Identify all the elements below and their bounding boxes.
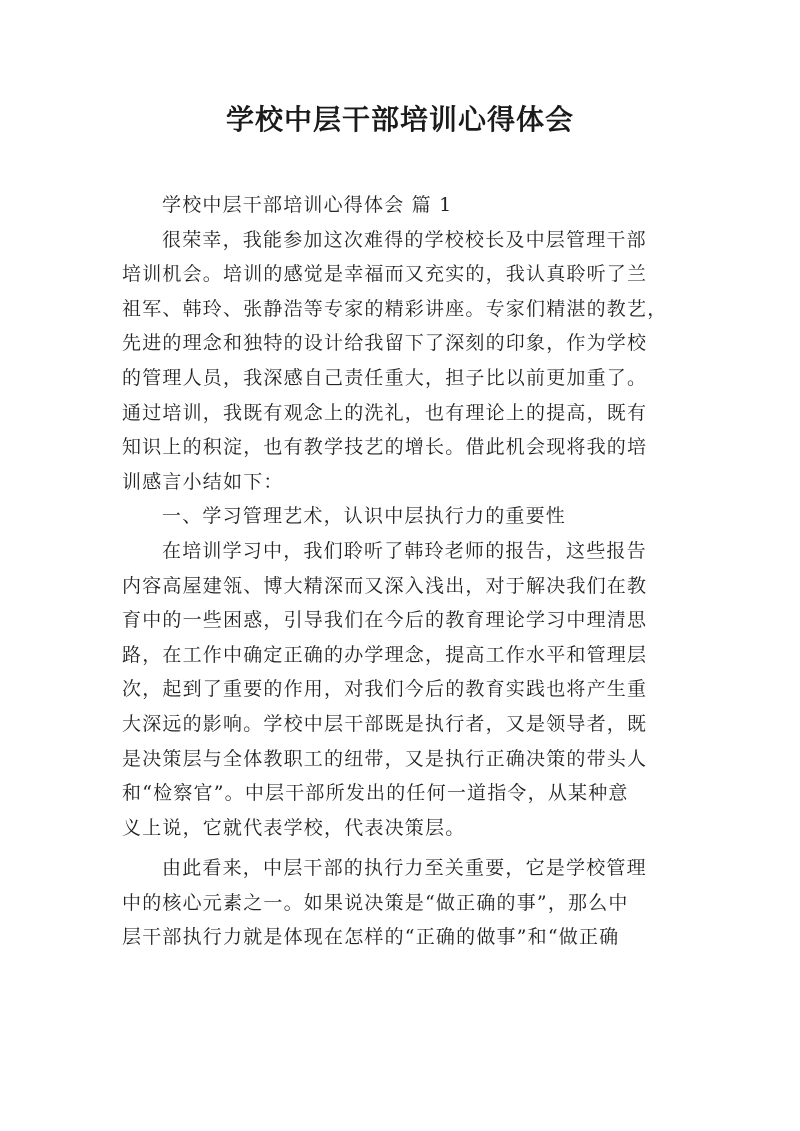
- paragraph-line: 知识上的积淀，也有教学技艺的增长。借此机会现将我的培: [122, 436, 648, 459]
- paragraph-line: 通过培训，我既有观念上的洗礼，也有理论上的提高，既有: [122, 401, 648, 424]
- paragraph-line: 的管理人员，我深感自己责任重大，担子比以前更加重了。: [122, 366, 648, 389]
- paragraph-line: 大深远的影响。学校中层干部既是执行者，又是领导者，既: [122, 712, 648, 735]
- paragraph-line: 由此看来，中层干部的执行力至关重要，它是学校管理: [162, 857, 647, 880]
- paragraph-line: 次，起到了重要的作用，对我们今后的教育实践也将产生重: [122, 678, 648, 701]
- section-heading: 学校中层干部培训心得体会 篇 1: [162, 194, 453, 216]
- document-title: 学校中层干部培训心得体会: [225, 103, 574, 136]
- paragraph-line: 很荣幸，我能参加这次难得的学校校长及中层管理干部: [162, 228, 647, 251]
- document-body: [122, 188, 682, 955]
- paragraph-line: 是决策层与全体教职工的纽带，又是执行正确决策的带头人: [122, 747, 648, 770]
- paragraph-line: 祖军、韩玲、张静浩等专家的精彩讲座。专家们精湛的教艺，: [122, 297, 668, 320]
- paragraph-line: 路，在工作中确定正确的办学理念，提高工作水平和管理层: [122, 643, 648, 666]
- paragraph-line: 和“检察官”。中层干部所发出的任何一道指令，从某种意: [122, 782, 629, 805]
- paragraph-line: 内容高屋建瓴、博大精深而又深入浅出，对于解决我们在教: [122, 574, 648, 597]
- paragraph-line: 在培训学习中，我们聆听了韩玲老师的报告，这些报告: [162, 539, 647, 562]
- paragraph-line: 育中的一些困惑，引导我们在今后的教育理论学习中理清思: [122, 609, 648, 632]
- paragraph-line: 先进的理念和独特的设计给我留下了深刻的印象，作为学校: [122, 332, 648, 355]
- subsection-heading: 一、学习管理艺术，认识中层执行力的重要性: [162, 505, 567, 528]
- paragraph-line: 培训机会。培训的感觉是幸福而又充实的，我认真聆听了兰: [122, 263, 648, 286]
- paragraph-line: 训感言小结如下：: [122, 470, 284, 493]
- paragraph-line: 中的核心元素之一。如果说决策是“做正确的事”，那么中: [122, 891, 629, 914]
- paragraph-line: 层干部执行力就是体现在怎样的“正确的做事”和“做正确: [122, 926, 620, 949]
- paragraph-line: 义上说，它就代表学校，代表决策层。: [122, 816, 466, 839]
